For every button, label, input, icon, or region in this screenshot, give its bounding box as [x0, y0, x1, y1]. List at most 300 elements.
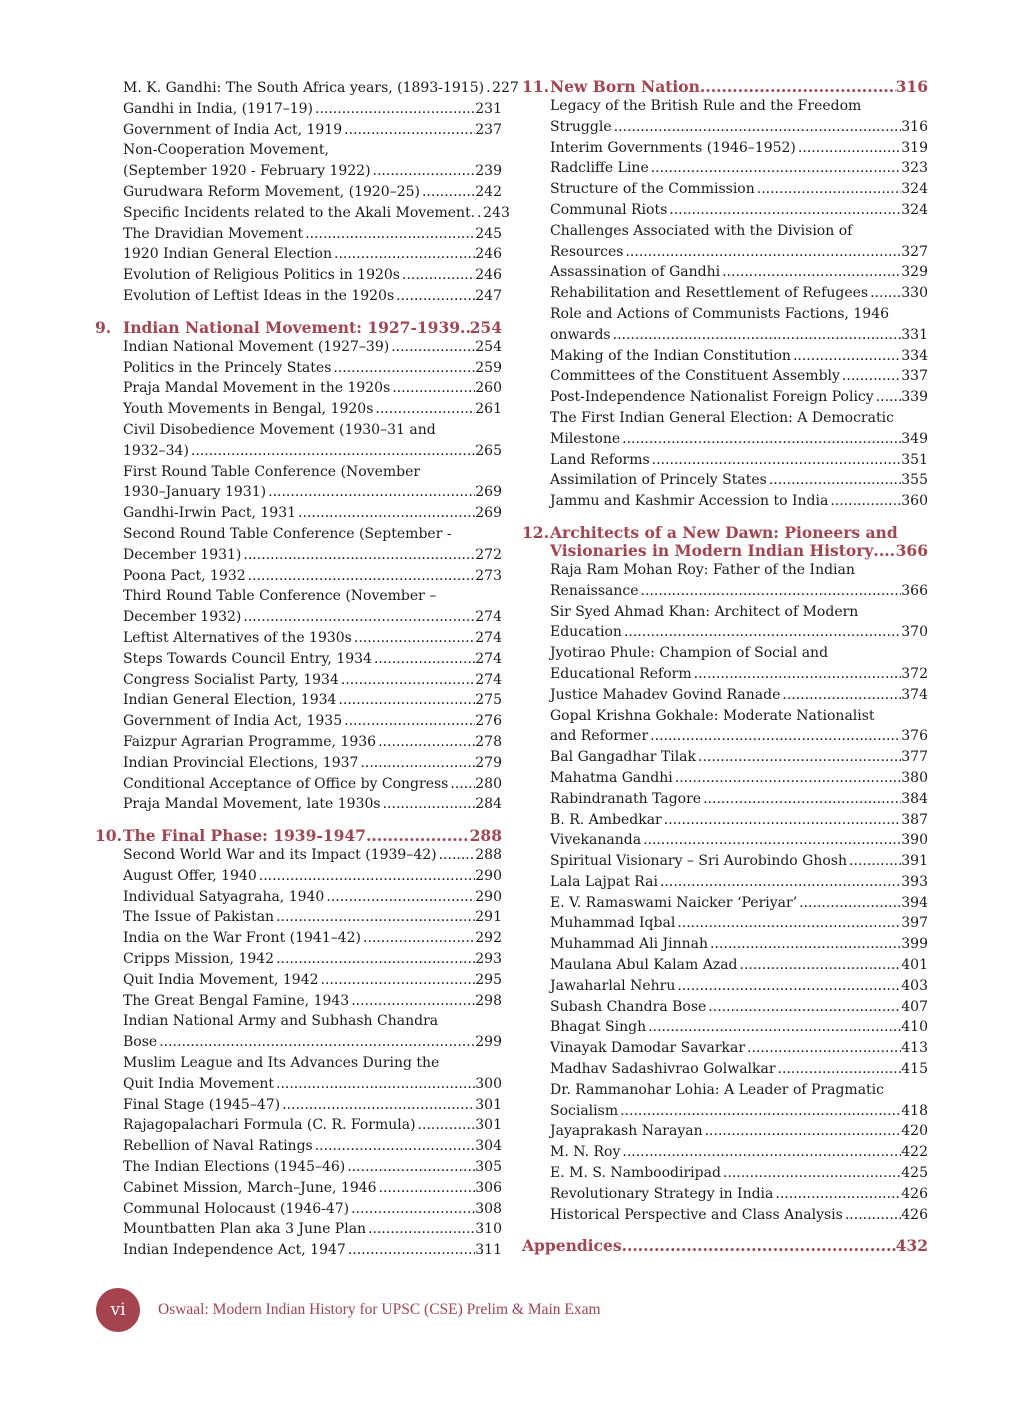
leader-dots — [342, 120, 475, 141]
toc-entry[interactable] — [123, 991, 502, 1012]
leader-dots — [667, 200, 901, 221]
leader-dots — [673, 768, 902, 789]
entry-title: Conditional Acceptance of Office by Congress — [123, 775, 449, 792]
entry-title: Mahatma Gandhi — [550, 769, 673, 786]
entry-page-number: 300 — [475, 1075, 502, 1092]
entry-title: Education — [550, 624, 622, 641]
toc-entry[interactable] — [550, 366, 928, 387]
toc-entry[interactable] — [550, 1121, 928, 1142]
toc-entry[interactable] — [550, 1142, 928, 1163]
entry-page-number: 351 — [901, 451, 928, 468]
toc-entry[interactable] — [550, 346, 928, 367]
leader-dots — [416, 1115, 476, 1136]
leader-dots — [345, 1157, 475, 1178]
leader-dots — [394, 286, 475, 307]
leader-dots — [618, 1101, 901, 1122]
entry-title: Evolution of Religious Politics in 1920s — [123, 267, 400, 284]
toc-entry[interactable] — [550, 851, 928, 872]
leader-dots — [692, 664, 902, 685]
toc-entry[interactable] — [123, 866, 502, 887]
chapter-heading[interactable] — [522, 524, 928, 560]
entry-title: Bhagat Singh — [550, 1019, 647, 1036]
entry-title-line1: Non-Cooperation Movement, — [123, 142, 329, 159]
toc-entry[interactable] — [550, 283, 928, 304]
entry-title: Lala Lajpat Rai — [550, 873, 658, 890]
leader-dots — [303, 224, 475, 245]
leader-dots — [703, 1121, 902, 1142]
entry-title: Indian Independence Act, 1947 — [123, 1242, 346, 1259]
toc-entry[interactable] — [123, 358, 502, 379]
entry-title-line1: The First Indian General Election: A Democratic — [550, 409, 894, 426]
entry-page-number: 311 — [475, 1242, 502, 1259]
toc-entry[interactable] — [550, 997, 928, 1018]
toc-entry[interactable] — [123, 970, 502, 991]
toc-entry[interactable] — [550, 913, 928, 934]
leader-dots — [332, 244, 475, 265]
entry-page-number: 401 — [901, 957, 928, 974]
toc-entry[interactable] — [123, 378, 502, 399]
entry-title: The Indian Elections (1945–46) — [123, 1159, 346, 1176]
entry-title: Renaissance — [550, 582, 639, 599]
toc-entry[interactable] — [123, 337, 502, 358]
entry-page-number: 301 — [475, 1096, 502, 1113]
toc-entry[interactable] — [550, 560, 928, 602]
entry-title: The Great Bengal Famine, 1943 — [123, 992, 350, 1009]
entry-page-number: 418 — [901, 1102, 928, 1119]
leader-dots — [352, 628, 475, 649]
toc-entry[interactable] — [123, 78, 519, 99]
toc-entry[interactable] — [123, 1011, 502, 1053]
entry-page-number: 293 — [475, 951, 502, 968]
toc-entry[interactable] — [123, 120, 502, 141]
entry-title-line1: Dr. Rammanohar Lohia: A Leader of Pragmatic — [550, 1081, 884, 1098]
entry-title: onwards — [550, 326, 611, 343]
leader-dots — [437, 845, 476, 866]
entry-title: December 1931) — [123, 546, 242, 563]
leader-dots — [767, 470, 901, 491]
leader-dots — [475, 203, 483, 224]
toc-entry[interactable] — [550, 643, 928, 685]
leader-dots — [372, 649, 475, 670]
toc-entry[interactable] — [123, 628, 502, 649]
entry-page-number: 337 — [901, 368, 928, 385]
entry-title: Maulana Abul Kalam Azad — [550, 957, 738, 974]
leader-dots — [658, 872, 901, 893]
toc-entry[interactable] — [550, 810, 928, 831]
entry-page-number: 254 — [475, 338, 502, 355]
leader-dots — [721, 1163, 901, 1184]
leader-dots — [460, 319, 470, 337]
entry-page-number: 390 — [901, 832, 928, 849]
toc-entry[interactable] — [550, 706, 928, 748]
toc-entry[interactable] — [123, 1178, 502, 1199]
entry-page-number: 374 — [901, 686, 928, 703]
toc-entry[interactable] — [123, 1053, 502, 1095]
toc-entry[interactable] — [550, 1184, 928, 1205]
leader-dots — [700, 78, 896, 96]
toc-entry[interactable] — [123, 670, 502, 691]
leader-dots — [358, 753, 475, 774]
leader-dots — [336, 690, 475, 711]
entry-title-line1: Sir Syed Ahmad Khan: Architect of Modern — [550, 603, 859, 620]
entry-title: Indian Provincial Elections, 1937 — [123, 754, 359, 771]
toc-entry[interactable] — [123, 732, 502, 753]
entry-title: Evolution of Leftist Ideas in the 1920s — [123, 287, 395, 304]
toc-entry[interactable] — [123, 774, 502, 795]
leader-dots — [349, 991, 475, 1012]
leader-dots — [847, 851, 901, 872]
toc-chapter — [522, 78, 928, 512]
entry-page-number: 334 — [901, 347, 928, 364]
chapter-page-number: 254 — [469, 317, 502, 337]
entry-page-number: 295 — [475, 971, 502, 988]
entry-page-number: 304 — [475, 1138, 502, 1155]
entry-page-number: 323 — [901, 160, 928, 177]
footer-book-title: Oswaal: Modern Indian History for UPSC (CSE) Prelim & Main Exam — [158, 1301, 601, 1318]
toc-entry[interactable] — [123, 711, 502, 732]
toc-entry[interactable] — [550, 1059, 928, 1080]
entry-title: Post-Independence Nationalist Foreign Policy — [550, 389, 874, 406]
toc-entry[interactable] — [123, 753, 502, 774]
entry-page-number: 349 — [901, 430, 928, 447]
toc-entry[interactable] — [123, 399, 502, 420]
toc-entry[interactable] — [550, 158, 928, 179]
leader-dots — [349, 1199, 475, 1220]
leader-dots — [373, 399, 475, 420]
leader-dots — [361, 928, 475, 949]
entry-title: Final Stage (1945–47) — [123, 1096, 281, 1113]
entry-page-number: 319 — [901, 139, 928, 156]
toc-entry[interactable] — [550, 96, 928, 138]
entry-title: Resources — [550, 243, 624, 260]
entry-title: Assassination of Gandhi — [550, 264, 721, 281]
toc-entry[interactable] — [123, 1095, 502, 1116]
toc-chapter — [95, 319, 502, 815]
toc-entry[interactable] — [550, 747, 928, 768]
leader-dots — [274, 1074, 475, 1095]
toc-entry[interactable] — [550, 602, 928, 644]
entry-title: Committees of the Constituent Assembly — [550, 368, 840, 385]
page-footer — [96, 1288, 601, 1332]
entry-page-number: 243 — [483, 204, 510, 221]
toc-entry[interactable] — [123, 286, 502, 307]
toc-entry[interactable] — [123, 690, 502, 711]
toc-entry[interactable] — [123, 1157, 502, 1178]
toc-entry[interactable] — [123, 1136, 502, 1157]
chapter-heading-appendices[interactable] — [522, 1237, 928, 1255]
entry-title: Historical Perspective and Class Analysis — [550, 1206, 843, 1223]
entry-page-number: 426 — [901, 1185, 928, 1202]
entry-title: Revolutionary Strategy in India — [550, 1185, 774, 1202]
toc-entry[interactable] — [550, 138, 928, 159]
toc-entry[interactable] — [123, 586, 502, 628]
entry-title: Interim Governments (1946–1952) — [550, 139, 796, 156]
entry-page-number: 260 — [475, 380, 502, 397]
entry-page-number: 247 — [475, 287, 502, 304]
entry-title: Gurudwara Reform Movement, (1920–25) — [123, 183, 420, 200]
toc-entry[interactable] — [550, 1038, 928, 1059]
entry-page-number: 410 — [901, 1019, 928, 1036]
leader-dots — [389, 337, 475, 358]
leader-dots — [381, 794, 476, 815]
toc-entry[interactable] — [550, 491, 928, 512]
toc-entry[interactable] — [123, 1115, 502, 1136]
toc-entry[interactable] — [550, 470, 928, 491]
leader-dots — [755, 179, 902, 200]
entry-title: Bose — [123, 1034, 158, 1051]
page-number-badge: vi — [96, 1288, 140, 1332]
entry-title: Jawaharlal Nehru — [550, 977, 676, 994]
leader-dots — [696, 747, 901, 768]
toc-entry[interactable] — [550, 450, 928, 471]
leader-dots — [780, 685, 901, 706]
leader-dots — [324, 887, 475, 908]
continued-entries — [95, 78, 519, 307]
chapter-heading[interactable] — [95, 319, 502, 337]
entry-title: Gandhi in India, (1917–19) — [123, 100, 313, 117]
leader-dots — [246, 566, 476, 587]
entry-page-number: 372 — [901, 665, 928, 682]
toc-entry[interactable] — [123, 224, 502, 245]
toc-entry[interactable] — [123, 566, 502, 587]
entry-title-line1: Legacy of the British Rule and the Freedom — [550, 98, 862, 114]
leader-dots — [280, 1095, 475, 1116]
chapter-heading[interactable] — [95, 827, 502, 845]
leader-dots — [346, 1240, 475, 1261]
entry-page-number: 366 — [901, 582, 928, 599]
entry-title: Vivekananda — [550, 832, 642, 849]
toc-entry[interactable] — [550, 789, 928, 810]
entry-page-number: 242 — [475, 183, 502, 200]
toc-entry[interactable] — [123, 182, 502, 203]
entry-page-number: 355 — [901, 472, 928, 489]
entry-page-number: 397 — [901, 915, 928, 932]
entry-page-number: 273 — [475, 567, 502, 584]
entry-title: Congress Socialist Party, 1934 — [123, 671, 339, 688]
toc-entry[interactable] — [123, 265, 502, 286]
toc-entry[interactable] — [550, 872, 928, 893]
entry-title: Educational Reform — [550, 665, 692, 682]
toc-section-continued — [95, 78, 519, 307]
entry-page-number: 306 — [475, 1179, 502, 1196]
entry-title: E. V. Ramaswami Naicker ‘Periyar’ — [550, 894, 798, 911]
leader-dots — [241, 545, 475, 566]
toc-entry[interactable] — [550, 200, 928, 221]
entry-page-number: 339 — [901, 389, 928, 406]
leader-dots — [448, 774, 475, 795]
leader-dots — [257, 866, 476, 887]
chapter-heading[interactable] — [522, 78, 928, 96]
toc-entry[interactable] — [123, 462, 502, 504]
entry-page-number: 292 — [475, 930, 502, 947]
toc-entry[interactable] — [550, 830, 928, 851]
entry-title: Muhammad Ali Jinnah — [550, 936, 709, 953]
toc-entry[interactable] — [123, 524, 502, 566]
entry-title: Socialism — [550, 1102, 619, 1119]
leader-dots — [611, 325, 902, 346]
toc-entry[interactable] — [550, 768, 928, 789]
chapter-entries — [95, 845, 502, 1261]
entry-page-number: 279 — [475, 754, 502, 771]
toc-entry[interactable] — [123, 649, 502, 670]
leader-dots — [646, 1017, 901, 1038]
toc-entry[interactable] — [550, 1205, 928, 1226]
toc-entry[interactable] — [550, 262, 928, 283]
toc-chapter — [95, 827, 502, 1261]
toc-entry[interactable] — [123, 140, 502, 182]
entry-page-number: 288 — [475, 847, 502, 864]
leader-dots — [313, 1136, 476, 1157]
entry-title: Jayaprakash Narayan — [550, 1123, 703, 1140]
leader-dots — [371, 161, 476, 182]
toc-entry[interactable] — [123, 928, 502, 949]
entry-page-number: 387 — [901, 811, 928, 828]
leader-dots — [612, 117, 902, 138]
toc-entry[interactable] — [123, 1240, 502, 1261]
entry-title: Praja Mandal Movement in the 1920s — [123, 380, 391, 397]
entry-page-number: 380 — [901, 769, 928, 786]
toc-entry[interactable] — [550, 955, 928, 976]
entry-page-number: 290 — [475, 867, 502, 884]
toc-entry[interactable] — [123, 203, 510, 224]
entry-title: The Issue of Pakistan — [123, 909, 275, 926]
toc-entry[interactable] — [550, 893, 928, 914]
toc-entry[interactable] — [123, 244, 502, 265]
toc-entry[interactable] — [550, 304, 928, 346]
entry-page-number: 393 — [901, 873, 928, 890]
toc-entry[interactable] — [123, 887, 502, 908]
leader-dots — [641, 830, 901, 851]
entry-title: Assimilation of Princely States — [550, 472, 767, 489]
toc-entry[interactable] — [123, 907, 502, 928]
entry-title: Specific Incidents related to the Akali Movement. — [123, 204, 476, 221]
entry-page-number: 415 — [901, 1061, 928, 1078]
entry-page-number: 394 — [901, 894, 928, 911]
toc-entry[interactable] — [550, 934, 928, 955]
entry-title: Faizpur Agrarian Programme, 1936 — [123, 733, 377, 750]
leader-dots — [420, 182, 475, 203]
entry-page-number: 299 — [475, 1034, 502, 1051]
toc-chapters-left — [95, 319, 502, 1261]
entry-title: The Dravidian Movement — [123, 225, 304, 242]
entry-title: Praja Mandal Movement, late 1930s — [123, 796, 381, 813]
leader-dots — [773, 1184, 901, 1205]
entry-title: Poona Pact, 1932 — [123, 567, 246, 584]
toc-entry[interactable] — [123, 845, 502, 866]
entry-title: Quit India Movement — [123, 1075, 274, 1092]
entry-title: Madhav Sadashivrao Golwalkar — [550, 1061, 776, 1078]
entry-title-line1: Indian National Army and Subhash Chandra — [123, 1013, 439, 1030]
entry-page-number: 331 — [901, 326, 928, 343]
entry-page-number: 420 — [901, 1123, 928, 1140]
entry-page-number: 246 — [475, 246, 502, 263]
entry-title: Rabindranath Tagore — [550, 790, 702, 807]
toc-entry[interactable] — [550, 1080, 928, 1122]
leader-dots — [274, 949, 475, 970]
toc-entry[interactable] — [123, 420, 502, 462]
toc-entry[interactable] — [123, 1199, 502, 1220]
entry-title: Politics in the Princely States — [123, 359, 332, 376]
entry-page-number: 330 — [901, 285, 928, 302]
toc-entry[interactable] — [550, 976, 928, 997]
entry-title: Government of India Act, 1919 — [123, 121, 343, 138]
chapter-entries — [522, 560, 928, 1226]
leader-dots — [319, 970, 476, 991]
entry-title: Vinayak Damodar Savarkar — [550, 1040, 746, 1057]
entry-title-line1: Raja Ram Mohan Roy: Father of the Indian — [550, 561, 855, 578]
leader-dots — [675, 913, 901, 934]
toc-left-column — [95, 78, 519, 1273]
toc-entry[interactable] — [550, 1163, 928, 1184]
entry-page-number: 298 — [475, 992, 502, 1009]
leader-dots — [649, 158, 902, 179]
entry-page-number: 316 — [901, 118, 928, 135]
leader-dots — [796, 138, 901, 159]
leader-dots — [791, 346, 901, 367]
entry-title-line1: Challenges Associated with the Division of — [550, 222, 853, 239]
toc-entry[interactable] — [550, 408, 928, 450]
entry-page-number: 407 — [901, 998, 928, 1015]
toc-entry[interactable] — [123, 503, 502, 524]
toc-entry[interactable] — [123, 949, 502, 970]
leader-dots — [157, 1032, 475, 1053]
toc-entry[interactable] — [550, 387, 928, 408]
entry-title: Youth Movements in Bengal, 1920s — [123, 401, 374, 418]
chapter-number: 9. — [95, 317, 112, 337]
leader-dots — [400, 265, 475, 286]
entry-page-number: 274 — [475, 629, 502, 646]
entry-title: 1920 Indian General Election — [123, 246, 332, 263]
toc-entry[interactable] — [123, 1219, 502, 1240]
chapter-title: Visionaries in Modern Indian History — [550, 540, 874, 560]
entry-page-number: 274 — [475, 650, 502, 667]
toc-entry[interactable] — [550, 179, 928, 200]
leader-dots — [366, 1219, 475, 1240]
leader-dots — [620, 429, 901, 450]
entry-title: Land Reforms — [550, 451, 650, 468]
entry-page-number: 384 — [901, 790, 928, 807]
entry-page-number: 360 — [901, 493, 928, 510]
toc-entry[interactable] — [550, 1017, 928, 1038]
entry-title: Justice Mahadev Govind Ranade — [550, 686, 781, 703]
entry-title: M. N. Roy — [550, 1144, 621, 1161]
entry-page-number: 275 — [475, 692, 502, 709]
toc-entry[interactable] — [550, 221, 928, 263]
entry-title: Rajagopalachari Formula (C. R. Formula) — [123, 1117, 416, 1134]
entry-title: Rehabilitation and Resettlement of Refugees — [550, 285, 869, 302]
leader-dots — [776, 1059, 902, 1080]
entry-title: Communal Holocaust (1946-47) — [123, 1200, 350, 1217]
entry-title: Milestone — [550, 430, 621, 447]
leader-dots — [366, 827, 470, 845]
entry-page-number: 280 — [475, 775, 502, 792]
leader-dots — [377, 1178, 476, 1199]
entry-page-number: 324 — [901, 201, 928, 218]
entry-page-number: 403 — [901, 977, 928, 994]
chapter-page-number: 366 — [895, 540, 928, 560]
toc-entry[interactable] — [123, 99, 502, 120]
entry-page-number: 269 — [475, 505, 502, 522]
toc-entry[interactable] — [123, 794, 502, 815]
leader-dots — [296, 503, 475, 524]
leader-dots — [843, 1205, 901, 1226]
entry-title: Second World War and its Impact (1939–42) — [123, 847, 437, 864]
entry-title: India on the War Front (1941–42) — [123, 930, 362, 947]
toc-entry[interactable] — [550, 685, 928, 706]
entry-page-number: 274 — [475, 609, 502, 626]
entry-page-number: 426 — [901, 1206, 928, 1223]
entry-page-number: 227 — [492, 80, 519, 96]
